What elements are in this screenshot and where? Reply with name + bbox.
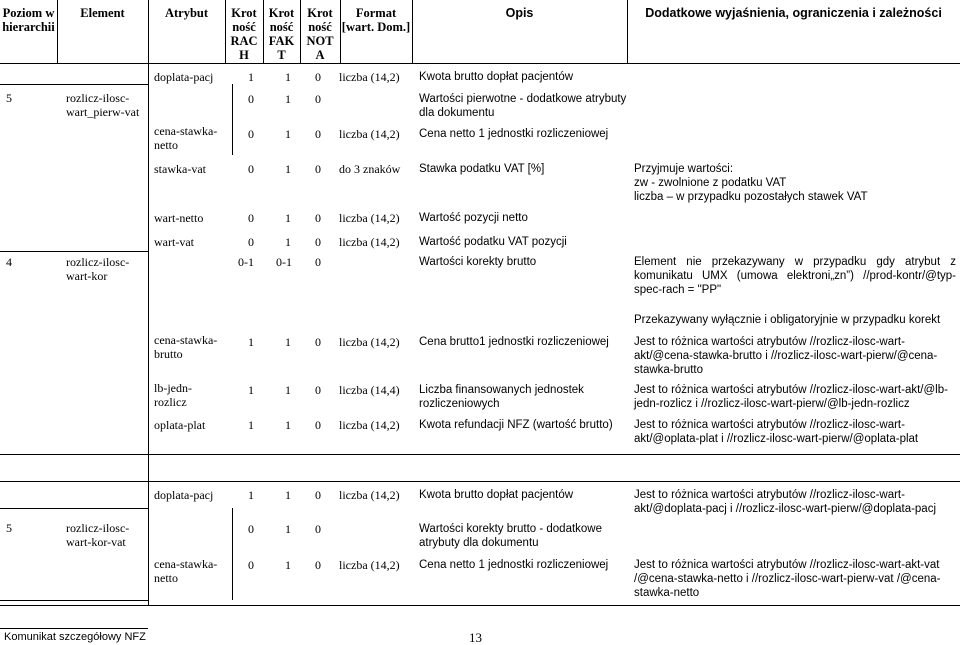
notes-cell: Jest to różnica wartości atrybutów //rozlicz-ilosc-wart- akt/@oplata-plat i //rozlicz-ilosc-wart-pierw/@oplata-plat	[634, 419, 919, 445]
mult3: 0	[315, 211, 321, 225]
mult3: 0	[315, 335, 321, 349]
description-cell: Wartość podatku VAT pozycji	[419, 236, 567, 248]
attr-cena-stawka-netto: cena-stawka- netto	[154, 124, 218, 152]
format-cell: liczba (14,2)	[339, 127, 400, 141]
level-cell: 5	[6, 521, 12, 535]
footer-document-name: Komunikat szczegółowy NFZ	[4, 631, 146, 643]
header-notes: Dodatkowe wyjaśnienia, ograniczenia i zależności	[645, 6, 942, 20]
attr-oplata-plat: oplata-plat	[154, 418, 206, 432]
description-cell: Liczba finansowanych jednostek rozliczeniowych	[419, 384, 584, 410]
mult1: 1	[248, 335, 254, 349]
format-cell: liczba (14,2)	[339, 335, 400, 349]
col-divider-element	[148, 0, 149, 605]
notes-cell: Jest to różnica wartości atrybutów //rozlicz-ilosc-wart- akt/@cena-stawka-brutto i //rozlicz-ilosc-wart-pierw/@cena- stawka-brutto	[634, 336, 938, 376]
mult1: 1	[248, 488, 254, 502]
element-cell: rozlicz-ilosc- wart-kor	[66, 255, 130, 283]
group1-bottom-rule	[0, 251, 148, 252]
format-cell: liczba (14,4)	[339, 383, 400, 397]
footer-page-number: 13	[469, 630, 482, 645]
mult2: 1	[285, 70, 291, 84]
inner-divider-group1	[232, 84, 233, 155]
mult1: 1	[248, 70, 254, 84]
format-cell: liczba (14,2)	[339, 488, 400, 502]
attr-wart-netto: wart-netto	[154, 211, 204, 225]
description-cell: Kwota brutto dopłat pacjentów	[419, 71, 574, 83]
mult2: 1	[285, 383, 291, 397]
header-attribute: Atrybut	[164, 6, 209, 20]
header-bottom-rule	[0, 63, 960, 64]
mult1: 0	[248, 162, 254, 176]
mult2: 1	[285, 235, 291, 249]
notes-cell: Element nie przekazywany w przypadku gdy atrybut z komunikatu UMX (umowa elektroni„zn”) //prod-kontr/@typ-spec-rach = "PP"	[634, 256, 956, 296]
group3-top-rule	[0, 508, 148, 509]
attr-doplata-pacj: doplata-pacj	[154, 488, 214, 502]
section3-top-rule	[0, 481, 960, 482]
mult1: 0	[248, 211, 254, 225]
mult2: 1	[285, 488, 291, 502]
mult1: 0	[248, 235, 254, 249]
mult2: 1	[285, 418, 291, 432]
mult3: 0	[315, 92, 321, 106]
description-cell: Kwota refundacji NFZ (wartość brutto)	[419, 419, 613, 431]
section2-bottom-rule	[0, 454, 960, 455]
format-cell: liczba (14,2)	[339, 235, 400, 249]
mult2: 1	[285, 162, 291, 176]
header-mult-fakt: Krot ność FAK T	[268, 6, 295, 62]
mult1: 1	[248, 418, 254, 432]
format-cell: liczba (14,2)	[339, 70, 400, 84]
format-cell: liczba (14,2)	[339, 211, 400, 225]
header-mult-rach: Krot ność RAC H	[230, 6, 258, 62]
mult3: 0	[315, 488, 321, 502]
attr-wart-vat: wart-vat	[154, 235, 194, 249]
level-cell: 4	[6, 255, 12, 269]
notes-cell: Przyjmuje wartości: zw - zwolnione z podatku VAT liczba – w przypadku pozostałych stawek VAT	[634, 163, 868, 203]
mult2: 1	[285, 211, 291, 225]
notes-cell: Jest to różnica wartości atrybutów //rozlicz-ilosc-wart-akt/@lb- jedn-rozlicz i //rozlicz-ilosc-wart-pierw/@lb-jedn-rozlicz	[634, 384, 948, 410]
level-cell: 5	[6, 91, 12, 105]
mult2: 1	[285, 335, 291, 349]
format-cell: liczba (14,2)	[339, 558, 400, 572]
notes-cell-2: Przekazywany wyłącznie i obligatoryjnie w przypadku korekt	[634, 314, 941, 326]
group1-top-rule	[0, 84, 148, 85]
mult2: 1	[285, 92, 291, 106]
attr-cena-stawka-netto: cena-stawka- netto	[154, 557, 218, 585]
header-element: Element	[80, 6, 125, 20]
mult1: 0	[248, 92, 254, 106]
mult3: 0	[315, 418, 321, 432]
mult1: 0	[248, 558, 254, 572]
mult3: 0	[315, 383, 321, 397]
header-level: Poziom w hierarchii	[2, 6, 55, 34]
mult2: 1	[285, 522, 291, 536]
mult2: 1	[285, 127, 291, 141]
attr-stawka-vat: stawka-vat	[154, 162, 206, 176]
mult3: 0	[315, 522, 321, 536]
inner-divider-group3	[232, 508, 233, 600]
attr-doplata-pacj: doplata-pacj	[154, 70, 214, 84]
format-cell: liczba (14,2)	[339, 418, 400, 432]
mult3: 0	[315, 70, 321, 84]
description-cell: Cena netto 1 jednostki rozliczeniowej	[419, 559, 609, 571]
element-cell: rozlicz-ilosc- wart-kor-vat	[66, 521, 130, 549]
mult2: 1	[285, 558, 291, 572]
attr-cena-stawka-brutto: cena-stawka- brutto	[154, 333, 218, 361]
mult3: 0	[315, 235, 321, 249]
description-cell: Wartości korekty brutto - dodatkowe atrybuty dla dokumentu	[419, 523, 603, 549]
mult1: 0	[248, 522, 254, 536]
footer-rule	[0, 628, 148, 629]
description-cell: Kwota brutto dopłat pacjentów	[419, 489, 574, 501]
section3-bottom-rule	[0, 605, 960, 606]
mult1: 1	[248, 383, 254, 397]
attr-lb-jedn-rozlicz: lb-jedn- rozlicz	[154, 381, 192, 409]
mult2: 0-1	[276, 255, 292, 269]
description-cell: Wartości pierwotne - dodatkowe atrybuty dla dokumentu	[419, 93, 627, 119]
mult3: 0	[315, 255, 321, 269]
description-cell: Wartości korekty brutto	[419, 256, 537, 268]
mult3: 0	[315, 127, 321, 141]
notes-cell: Jest to różnica wartości atrybutów //rozlicz-ilosc-wart-akt-vat /@cena-stawka-netto i //rozlicz-ilosc-wart-pierw-vat /@cena- stawka-netto	[634, 559, 941, 599]
header-description: Opis	[505, 6, 534, 20]
description-cell: Stawka podatku VAT [%]	[419, 163, 545, 175]
mult3: 0	[315, 162, 321, 176]
group3-bottom-rule	[0, 600, 148, 601]
mult3: 0	[315, 558, 321, 572]
element-cell: rozlicz-ilosc- wart_pierw-vat	[66, 91, 140, 119]
header-format: Format [wart. Dom.]	[341, 6, 411, 34]
mult1: 0-1	[238, 255, 254, 269]
description-cell: Cena netto 1 jednostki rozliczeniowej	[419, 128, 609, 140]
header-mult-nota: Krot ność NOT A	[306, 6, 334, 62]
mult1: 0	[248, 127, 254, 141]
notes-cell: Jest to różnica wartości atrybutów //rozlicz-ilosc-wart- akt/@doplata-pacj i //rozlicz-ilosc-wart-pierw/@doplata-pacj	[634, 489, 937, 515]
format-cell: do 3 znaków	[339, 162, 401, 176]
description-cell: Cena brutto1 jednostki rozliczeniowej	[419, 336, 609, 348]
description-cell: Wartość pozycji netto	[419, 212, 528, 224]
